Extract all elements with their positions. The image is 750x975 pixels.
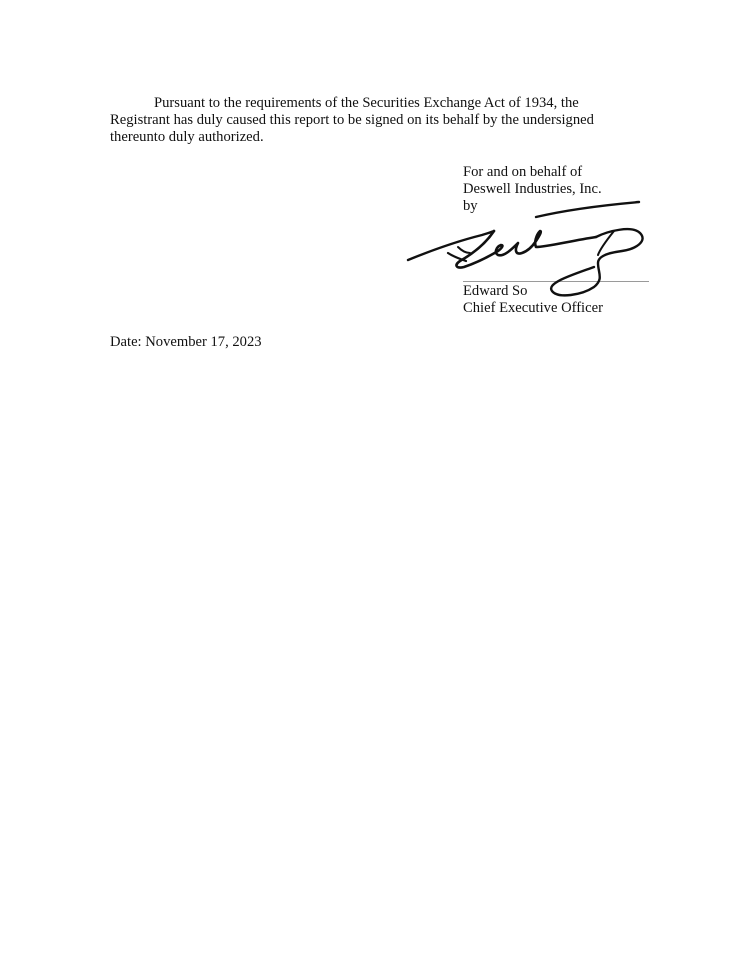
date-line: Date: November 17, 2023: [110, 334, 262, 350]
signer-title: Chief Executive Officer: [463, 300, 603, 316]
signer-info: [463, 283, 663, 317]
authorization-paragraph: Pursuant to the requirements of the Securities Exchange Act of 1934, the Registrant has duly caused this report to be signed on its behalf by the undersigned thereunto duly authorized.: [110, 95, 594, 145]
on-behalf-line: For and on behalf of: [463, 164, 583, 180]
company-name: Deswell Industries, Inc.: [463, 181, 602, 197]
signer-name: Edward So: [463, 283, 528, 299]
by-label: by: [463, 198, 478, 214]
